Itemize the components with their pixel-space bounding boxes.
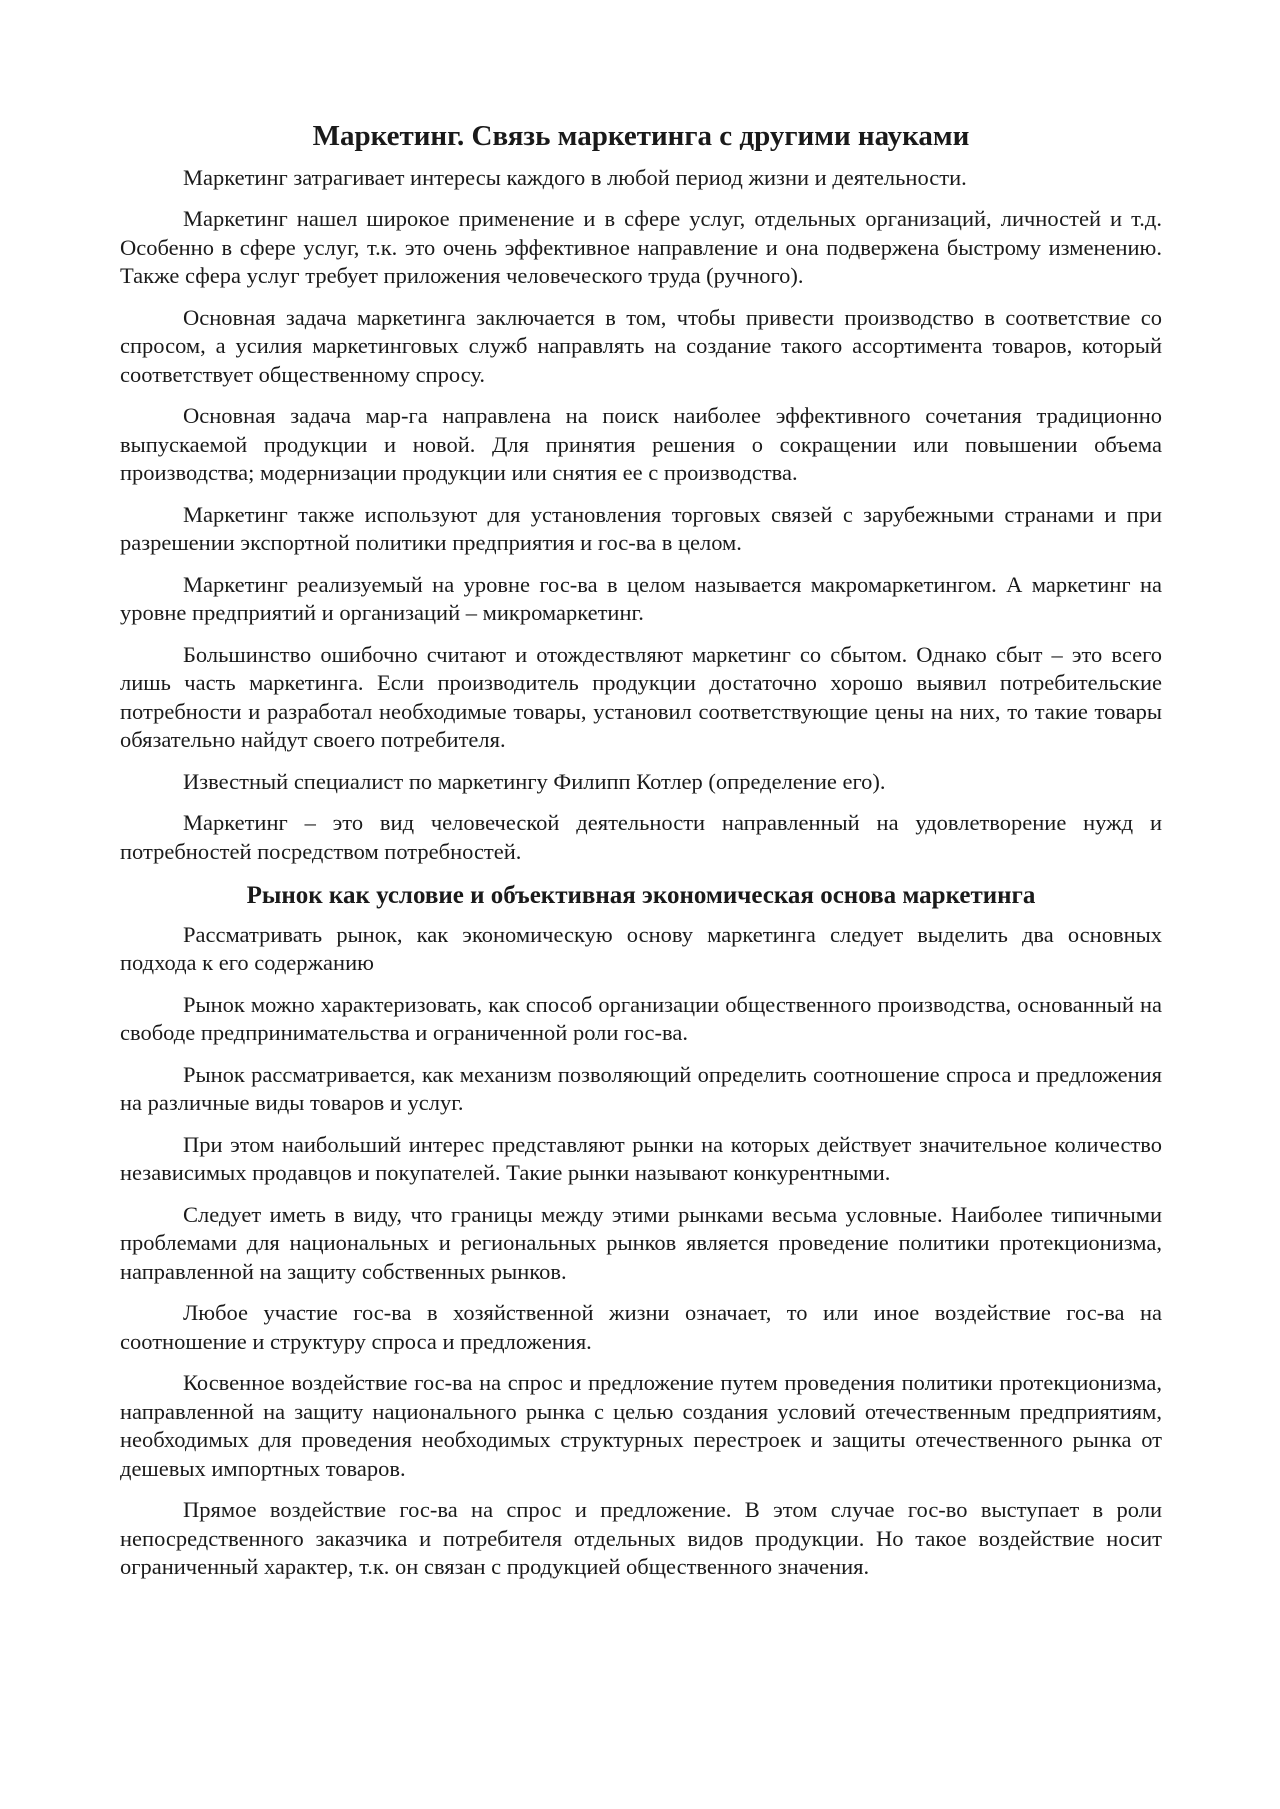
paragraph: Маркетинг затрагивает интересы каждого в любой период жизни и деятельности. xyxy=(183,164,967,190)
paragraph: Маркетинг также используют для установления торговых связей с зарубежными странами и при разрешении экспортной политики предприятия и гос-ва в целом. xyxy=(120,501,1162,556)
paragraph: Маркетинг нашел широкое применение и в сфере услуг, отдельных организаций, личностей и т.д. Особенно в сфере услуг, т.к. это очень эффективное направление и она подвержена быстрому изменению. Также сфера услуг требует приложения человеческого труда (ручного). xyxy=(120,206,1162,289)
paragraph: Следует иметь в виду, что границы между этими рынками весьма условные. Наиболее типичными проблемами для национальных и региональных рынков является проведение политики протекционизма, направленной на защиту собственных рынков. xyxy=(120,1201,1162,1284)
paragraph: Основная задача мар-га направлена на поиск наиболее эффективного сочетания традиционно выпускаемой продукции и новой. Для принятия решения о сокращении или повышении объема производства; модернизации продукции или снятия ее с производства. xyxy=(120,403,1162,486)
paragraph: Большинство ошибочно считают и отождествляют маркетинг со сбытом. Однако сбыт – это всего лишь часть маркетинга. Если производитель продукции достаточно хорошо выявил потребительские потребности и разработал необходимые товары, установил соответствующие цены на них, то такие товары обязательно найдут своего потребителя. xyxy=(120,641,1162,753)
paragraph: Рынок можно характеризовать, как способ организации общественного производства, основанный на свободе предпринимательства и ограниченной роли гос-ва. xyxy=(120,991,1162,1046)
paragraph: Рассматривать рынок, как экономическую основу маркетинга следует выделить два основных подхода к его содержанию xyxy=(120,921,1162,976)
paragraph: Основная задача маркетинга заключается в том, чтобы привести производство в соответствие со спросом, а усилия маркетинговых служб направлять на создание такого ассортимента товаров, который соответствует общественному спросу. xyxy=(120,304,1162,387)
paragraph: Прямое воздействие гос-ва на спрос и предложение. В этом случае гос-во выступает в роли непосредственного заказчика и потребителя отдельных видов продукции. Но такое воздействие носит ограниченный характер, т.к. он связан с продукцией общественного значения. xyxy=(120,1497,1162,1580)
paragraph: Любое участие гос-ва в хозяйственной жизни означает, то или иное воздействие гос-ва на соотношение и структуру спроса и предложения. xyxy=(120,1300,1162,1354)
section-heading: Рынок как условие и объективная экономическая основа маркетинга xyxy=(246,882,1036,910)
paragraph: Известный специалист по маркетингу Филипп Котлер (определение его). xyxy=(183,768,886,794)
document-title: Маркетинг. Связь маркетинга с другими науками xyxy=(312,120,970,152)
paragraph: Маркетинг реализуемый на уровне гос-ва в целом называется макромаркетингом. А маркетинг на уровне предприятий и организаций – микромаркетинг. xyxy=(120,571,1162,626)
paragraph: Маркетинг – это вид человеческой деятельности направленный на удовлетворение нужд и потребностей посредством потребностей. xyxy=(120,810,1162,864)
paragraph: Косвенное воздействие гос-ва на спрос и предложение путем проведения политики протекционизма, направленной на защиту национального рынка с целью создания условий отечественным предприятиям, необходимых для проведения необходимых структурных перестроек и защиты отечественного рынка от дешевых импортных товаров. xyxy=(120,1370,1162,1481)
paragraph: При этом наибольший интерес представляют рынки на которых действует значительное количество независимых продавцов и покупателей. Такие рынки называют конкурентными. xyxy=(120,1131,1162,1186)
paragraph: Рынок рассматривается, как механизм позволяющий определить соотношение спроса и предложения на различные виды товаров и услуг. xyxy=(120,1061,1162,1116)
document-page xyxy=(120,118,1162,1595)
